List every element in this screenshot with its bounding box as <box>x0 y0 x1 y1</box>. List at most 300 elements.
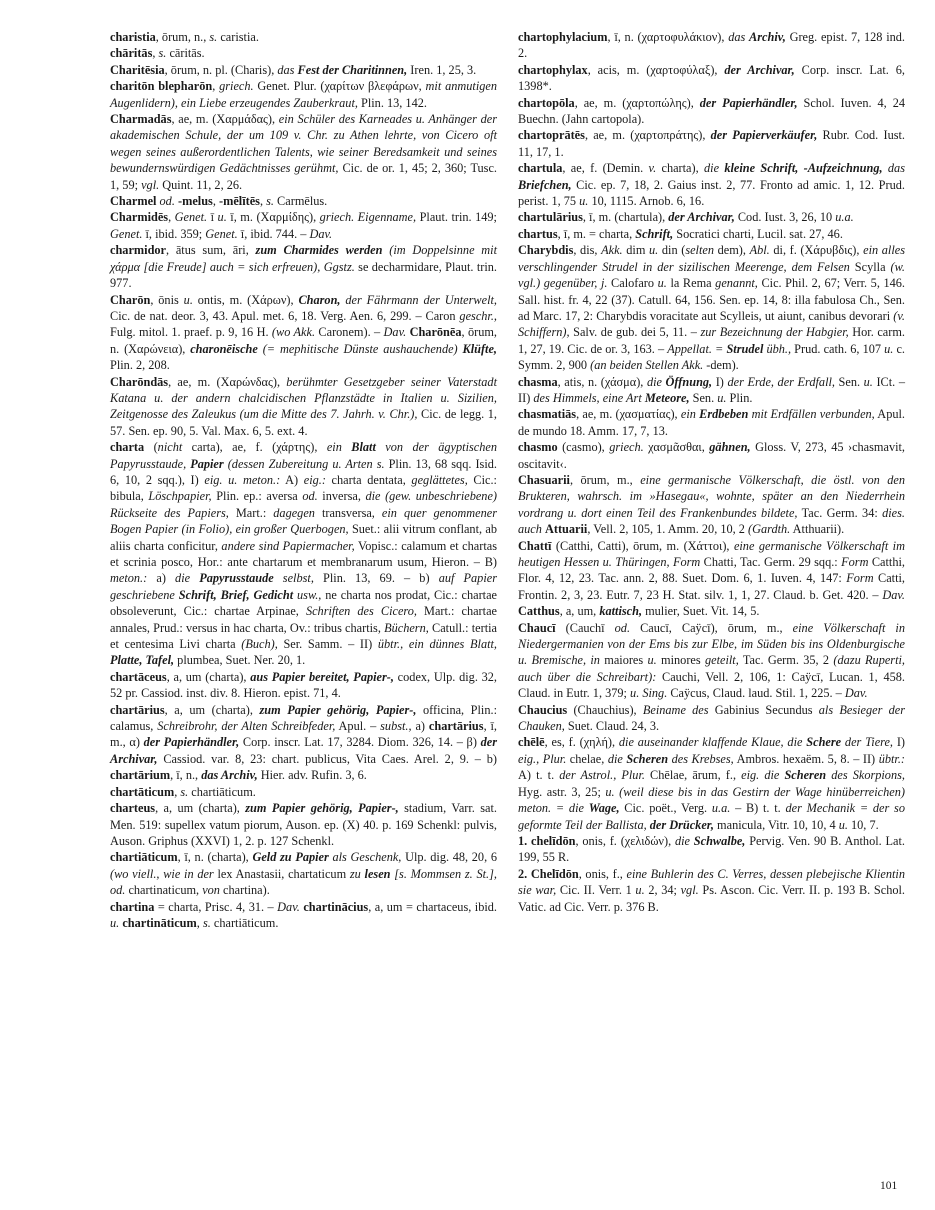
left-column <box>110 29 497 931</box>
entry-text: (Gardth. <box>748 522 791 537</box>
dictionary-entry <box>518 226 905 242</box>
entry-text: Caÿcus, Claud. laud. Stil. 1, 225. – <box>667 686 845 701</box>
entry-text: 10, 1115. Arnob. 6, 16. <box>588 194 705 209</box>
entry-text: Papyrusstaude <box>199 571 274 586</box>
entry-headword: chāritās <box>110 46 153 61</box>
entry-text: , <box>259 194 267 209</box>
entry-text: Hyg. astr. 3, 25; <box>518 784 606 799</box>
entry-text: Cauchi, Vell. 2, 106, 1: Caÿcī, Lucan. 1, 458. Claud. in Eutr. 1, 379; <box>518 669 905 701</box>
entry-text: dem), <box>714 243 750 258</box>
entry-text: griech. <box>609 440 644 455</box>
dictionary-entry <box>518 209 905 225</box>
entry-text: Tac. Germ. 34: <box>797 505 883 520</box>
entry-text: vgl. <box>680 883 699 898</box>
entry-text: übtr., ein dünnes Blatt, <box>377 637 497 652</box>
entry-text: Socratici charti, Lucil. sat. 27, 46. <box>673 226 843 241</box>
entry-text: , <box>212 79 220 94</box>
dictionary-entry <box>518 160 905 209</box>
entry-text: Dav. <box>882 587 905 602</box>
entry-text: der Papierverkäufer, <box>710 128 818 143</box>
entry-text: eig., Plur. <box>518 751 567 766</box>
entry-text: Catull.: tertia et centesima Livi charta <box>110 620 497 652</box>
entry-text: eine germanische Völkerschaft im heutigen Hessen u. Thüringen, Form <box>518 538 905 569</box>
entry-text: Schrift, Brief, Gedicht <box>178 587 294 602</box>
entry-headword: chartophylax <box>518 62 588 77</box>
entry-text: -mēlītēs <box>218 194 260 209</box>
entry-text: -melus <box>177 194 213 209</box>
entry-text: Vopisc.: calamum et chartas et scrinia posco, Hor.: ante chartarum et membranarum usum, Hieron. – B) <box>110 538 497 569</box>
entry-headword: 1. chelīdōn <box>518 833 576 848</box>
entry-text: (dazu Ruperti, auch über die Schreibart): <box>518 653 905 684</box>
entry-text: minores <box>656 653 705 668</box>
entry-text: (an beiden Stellen Akk. <box>590 358 704 373</box>
entry-text: Schrift, <box>635 226 674 241</box>
entry-text: Öffnung, <box>665 374 713 389</box>
entry-text: , ī, n. (χαρτοφυλάκιον), <box>607 30 729 44</box>
entry-headword: chartāticum <box>110 784 175 799</box>
dictionary-entry <box>110 209 497 242</box>
entry-text: der Drücker, <box>649 817 714 832</box>
entry-text: Cod. Iust. 3, 26, 10 <box>734 210 836 225</box>
dictionary-entry <box>518 734 905 832</box>
entry-text: , ae, m. (Χαρώνδας), <box>168 374 287 389</box>
entry-text: Form <box>841 555 869 569</box>
entry-text: carta), ae, f. (χάρτης), <box>182 440 327 455</box>
entry-text: als Geschenk, <box>328 850 402 865</box>
entry-text: ein alles verschlingender Strudel in der sizilischen Meerenge, dem Felsen <box>518 243 905 274</box>
entry-text: Apul. – <box>335 719 381 734</box>
entry-text: Dav. <box>277 899 300 914</box>
entry-text: Corp. inscr. Lat. 17, 3284. Diom. 326, 14. – β) <box>239 735 481 750</box>
entry-text: chartiāticum. <box>210 915 279 930</box>
entry-headword: chēlē <box>518 735 545 750</box>
entry-text: chartiāticum. <box>188 784 256 799</box>
entry-text: Attuarii <box>544 522 588 537</box>
entry-text: Schwalbe, <box>693 833 746 848</box>
entry-text: der Mechanik = der so geformte Teil der Ballista, <box>518 801 905 832</box>
entry-text: A) t. t. <box>518 768 560 783</box>
dictionary-entry <box>518 472 905 538</box>
entry-text: , ātus sum, āri, <box>166 243 256 258</box>
entry-text: griech. Eigenname, <box>319 210 417 225</box>
entry-text: -dem). <box>703 358 739 373</box>
entry-text: Plin. 13, 68 sqq. Isid. 6, 10, 2 sqq.), I) <box>110 456 497 487</box>
page-number: 101 <box>880 1180 898 1192</box>
entry-text: ein Schüler des Karneades u. Anhänger der akademischen Schule, der um 109 v. Chr. zu Athen lehrte, von Cicero oft wegen seines außerordentlichen Talents, wie seiner Beredsamkeit und seines bewundernswürdigen Gedächtnisses gerühmt, <box>110 112 497 176</box>
entry-text: I) <box>712 374 728 389</box>
entry-text: eig.: <box>303 472 326 487</box>
entry-text: χασμᾶσθαι, <box>643 440 710 455</box>
entry-text: Geld zu Papier <box>252 850 329 865</box>
entry-text: Plin. 2, 208. <box>110 358 170 373</box>
entry-text: berühmter Gesetzgeber seiner Vaterstadt Katana u. der andern chalcidischen Pflanzstädte in Italien u. Sizilien, Zeitgenosse des Zaleukus (um die Mitte des 7. Jahrh. v. Chr.), <box>110 374 497 422</box>
entry-text: , es, f. (χηλή), <box>544 735 619 750</box>
entry-text: Corp. inscr. Lat. 6, 1398*. <box>518 62 905 94</box>
entry-headword: chasmatiās <box>518 407 577 422</box>
dictionary-entry <box>518 242 905 373</box>
entry-text: u. <box>217 210 227 225</box>
entry-text: , onis, f. (χελιδών), <box>575 833 675 848</box>
entry-text: Abl. <box>749 243 770 258</box>
entry-text: (Cauchī <box>555 620 615 635</box>
entry-headword: chartāceus <box>110 669 167 684</box>
entry-text: dies. auch <box>518 505 905 537</box>
entry-text: u. <box>649 243 659 258</box>
entry-text: genannt, <box>715 276 758 291</box>
entry-text: zur Bezeichnung der Habgier, <box>700 325 849 340</box>
entry-text: la Rema <box>666 276 716 291</box>
dictionary-entry <box>518 702 905 735</box>
entry-text: zum Papier gehörig, Papier-, <box>259 702 417 717</box>
entry-headword: Chattī <box>518 538 552 553</box>
entry-text: Schreibrohr, der Alten Schreibfeder, <box>157 719 336 734</box>
entry-text: selbst, <box>273 571 314 586</box>
entry-text: mit Erdfällen verbunden, <box>748 407 875 422</box>
entry-text: Sen. <box>689 390 718 405</box>
entry-text: der Fährmann der Unterwelt, <box>340 292 497 307</box>
entry-text: Tac. Germ. 35, 2 <box>738 653 834 668</box>
entry-text: Catthi, Flor. 4, 12, 23. Tac. ann. 2, 88. Suet. Dom. 6, 1. Iuven. 4, 147: <box>518 555 905 586</box>
entry-text: Scylla <box>849 259 891 274</box>
entry-text: , ī, n., <box>170 768 202 783</box>
entry-text: geschr., <box>459 308 497 323</box>
entry-text: von der ägyptischen Papyrusstaude, <box>110 440 497 471</box>
entry-text: Dav. <box>383 325 407 340</box>
entry-text: charonēische <box>190 341 258 356</box>
entry-headword: Charōn <box>110 292 151 307</box>
dictionary-entry <box>518 406 905 439</box>
entry-text: , ōnis <box>150 292 184 307</box>
entry-text: chartināticum <box>122 915 197 930</box>
entry-text: Papier <box>190 456 224 471</box>
entry-text: u. <box>884 341 894 356</box>
entry-text: subst., <box>380 719 412 734</box>
entry-text: [s. Mommsen z. St.], od. <box>110 866 497 898</box>
entry-text: Plaut. trin. 149; <box>416 210 497 225</box>
entry-text: Catti, Frontin. 2, 3, 23. Eutr. 7, 23 H. Stat. silv. 1, 1, 27. Claud. b. Get. 420. – <box>518 571 906 602</box>
dictionary-entry <box>110 669 497 702</box>
dictionary-entry <box>518 95 905 128</box>
entry-text: Carmēlus. <box>273 194 328 209</box>
entry-text: s. <box>266 194 274 209</box>
entry-text: , ae, m. (χασματίας), <box>576 407 681 422</box>
entry-text: selten <box>685 243 714 258</box>
entry-text: ( <box>144 440 158 455</box>
entry-text: Fest der Charitinnen, <box>297 62 408 77</box>
entry-text: Genet. <box>110 226 143 241</box>
entry-text: die auseinander klaffende Klaue, die <box>618 735 807 750</box>
entry-text: griech. <box>219 79 254 94</box>
entry-text: , a, um = chartaceus, ibid. <box>368 899 497 914</box>
entry-text: u. (weil diese bis in das Gestirn der Wage hinüberreichen) meton. = die <box>518 784 905 816</box>
entry-text: , ōrum, m., <box>569 472 641 487</box>
entry-text: Büchern, <box>384 620 429 635</box>
entry-text: Salv. de gub. dei 5, 11. – <box>569 325 701 340</box>
entry-text: Plin. 13, 69. – b) <box>313 571 439 586</box>
entry-text: u. <box>647 653 657 668</box>
dictionary-entry <box>110 242 497 291</box>
entry-text: I) <box>893 735 906 750</box>
entry-text: dagegen <box>273 505 315 520</box>
entry-text: das Archiv, <box>201 768 258 783</box>
entry-text: das <box>277 62 298 77</box>
entry-text: mit anmutigen Augenlidern), ein Liebe erzeugendes Zauberkraut, <box>110 79 497 110</box>
dictionary-entry <box>110 702 497 784</box>
entry-text: officina, Plin.: calamus, <box>110 702 497 734</box>
entry-text: meton.: <box>110 571 148 586</box>
entry-headword: chartophylacium <box>518 30 608 44</box>
dictionary-entry <box>518 620 905 702</box>
entry-text: Calofaro <box>607 276 658 291</box>
entry-text: die <box>704 161 725 176</box>
entry-text: A) <box>280 472 304 487</box>
entry-text: di, f. (Χάρυβδις), <box>769 243 864 258</box>
entry-text: od. <box>614 620 631 635</box>
entry-text: Cic.: bibula, <box>110 472 497 504</box>
entry-text: , ī, m., α) <box>110 719 498 750</box>
entry-text: Ser. Samm. – II) <box>277 637 378 652</box>
entry-text: die <box>674 833 694 848</box>
entry-text: , acis, m. (χαρτοφύλαξ), <box>587 62 725 77</box>
entry-text: = charta, Prisc. 4, 31. – <box>154 899 278 914</box>
entry-text: gähnen, <box>709 440 751 455</box>
dictionary-entry <box>110 849 497 898</box>
entry-text: od. <box>159 194 175 209</box>
entry-text: der Archivar, <box>668 210 735 225</box>
entry-text: kattisch, <box>599 604 643 619</box>
entry-text: eig. u. meton.: <box>204 472 281 487</box>
entry-headword: Charmel <box>110 194 157 209</box>
entry-headword: 2. Chelīdōn <box>518 866 579 881</box>
entry-text: ī <box>207 210 218 225</box>
entry-text: von <box>202 883 220 898</box>
entry-text: ī, m. (Χαρμίδης), <box>226 210 320 225</box>
entry-text: Atthuarii). <box>790 522 845 537</box>
dictionary-entry <box>110 784 497 800</box>
entry-headword: Charmadās <box>110 112 172 127</box>
right-column <box>518 29 905 915</box>
entry-text: Dav. <box>844 686 868 701</box>
entry-text: zum Papier gehörig, Papier-, <box>245 801 399 816</box>
entry-text: c. Symm. 2, 900 <box>518 341 905 373</box>
entry-text: Beiname des <box>642 702 709 717</box>
entry-text: , ae, m. (χαρτοπώλης), <box>574 95 700 110</box>
entry-text: Pervig. Ven. 90 B. Anthol. Lat. 199, 55 R. <box>518 833 905 865</box>
entry-text: Genet. Plur. (χαρίτων βλεφάρων, <box>253 79 426 94</box>
entry-text: eine germanische Völkerschaft, die östl. von den Brukteren, wahrsch. im »Hasegau«, wohnte, später an den Niederrhein vordrang u. dort einen Teil des Frankenbundes bildete, <box>518 472 905 520</box>
entry-text: , ī, m. = charta, <box>557 226 636 241</box>
entry-text: Cic. Phil. 2, 67; Verr. 5, 146. Sall. hist. fr. 4, 22 (37). Catull. 64, 156. Sen. ep. 14, 8: illa fabulosa Ch., Sen. ad Marc. 17, 2: Charybdis voracitate aut Scylleis, ut aiunt, canibus devorari <box>518 276 905 323</box>
entry-text: Cic. de or. 1, 45; 2, 360; Tusc. 1, 59; <box>110 161 497 192</box>
entry-text: maiores <box>599 653 648 668</box>
entry-text: Rubr. Cod. Iust. 11, 17, 1. <box>518 128 905 159</box>
entry-text: des Krebses, <box>668 751 734 766</box>
entry-text: u. <box>657 276 667 291</box>
entry-text: Cic. ep. 7, 18, 2. Gaius inst. 2, 77. Fronto ad amic. 1, 12. Prud. perist. 1, 75 <box>518 177 905 209</box>
entry-text: mulier, Suet. Vit. 14, 5. <box>642 604 760 619</box>
entry-text: , Vell. 2, 105, 1. Amm. 20, 10, 2 <box>587 522 749 537</box>
entry-text: , <box>196 915 203 930</box>
entry-headword: chartopōla <box>518 95 575 110</box>
dictionary-entry <box>518 866 905 915</box>
entry-text: u.a. <box>835 210 854 225</box>
entry-headword: Charmidēs <box>110 210 169 225</box>
entry-text: Schol. Iuven. 4, 24 Buechn. (Jahn cartopola). <box>518 95 905 127</box>
entry-text: des Himmels, eine Art <box>533 390 645 405</box>
entry-text: (w. vgl.) gegenüber, j. <box>518 259 905 291</box>
entry-text: der Archivar, <box>724 62 795 77</box>
entry-headword: Charybdis <box>518 243 574 258</box>
entry-text: Scheren <box>626 751 669 766</box>
dictionary-entry <box>110 193 497 209</box>
entry-text: der Astrol., Plur. <box>559 768 645 783</box>
entry-text: Scheren <box>784 768 827 783</box>
entry-headword: Chaucius <box>518 702 568 717</box>
entry-text: chartinaticum, <box>125 883 203 898</box>
entry-text: eig. die <box>741 768 785 783</box>
entry-headword: chartus <box>518 226 558 241</box>
entry-text: , <box>212 194 219 209</box>
entry-text: a) <box>411 719 429 734</box>
entry-text: Ambros. hexaëm. 5, 8. – II) <box>733 751 879 766</box>
entry-text: Cic. de legg. 1, 57. Sen. ep. 90, 5. Val. Max. 6, 5. ext. 4. <box>110 407 497 438</box>
entry-text: , atis, n. (χάσμα), <box>557 374 647 389</box>
entry-text: , ae, m. (χαρτοπράτης), <box>584 128 711 143</box>
entry-headword: chasma <box>518 374 558 389</box>
entry-text: transversa, <box>314 505 382 520</box>
entry-text: der Tiere, <box>841 735 894 750</box>
entry-text: , a, um (charta), <box>166 669 251 684</box>
entry-text: Löschpapier, <box>148 489 212 504</box>
entry-text: (casmo), <box>557 440 610 455</box>
entry-text: der Archivar, <box>110 735 497 766</box>
entry-text: , ōrum, n. pl. (Charis), <box>164 62 278 77</box>
entry-text: stadium, Varr. sat. Men. 519: supellex vatum piorum, Auson. ep. (X) 40. p. 169 Schenkl: pulvis, Auson. Griphus (XXVI) 1, 2. p. 127 Schenkl. <box>110 801 497 848</box>
entry-text: des Skorpions, <box>826 768 905 783</box>
entry-text: Apul. de mundo 18. Amm. 17, 7, 13. <box>518 407 905 438</box>
dictionary-entry <box>110 899 497 932</box>
entry-headword: chasmo <box>518 440 558 455</box>
entry-text: Cic. poët., Verg. <box>619 801 712 816</box>
entry-text: kleine Schrift, -Aufzeichnung, <box>724 161 883 176</box>
entry-text: Ulp. dig. 48, 20, 6 <box>401 850 497 865</box>
entry-text: ī, ibid. 744. – <box>237 226 310 241</box>
entry-text: ein <box>680 407 700 422</box>
entry-headword: chartina <box>110 899 155 914</box>
entry-text: chartārius <box>428 719 484 734</box>
entry-text: Quint. 11, 2, 26. <box>159 177 243 192</box>
entry-text: u. <box>110 915 120 930</box>
dictionary-entry <box>518 833 905 866</box>
entry-text: Ps. Ascon. Cic. Verr. II. p. 193 B. Schol. Vatic. ad Cic. Verr. p. 376 B. <box>518 883 905 914</box>
entry-text: Plin. ep.: aversa <box>211 489 303 504</box>
entry-text: lesen <box>364 866 391 881</box>
dictionary-entry <box>518 29 905 62</box>
entry-text: Prud. cath. 6, 107 <box>791 341 885 356</box>
entry-text: die (gew. unbeschriebene) Rückseite des Papiers, <box>110 489 498 520</box>
entry-text: der Papierhändler, <box>143 735 240 750</box>
entry-text: u. <box>579 194 589 209</box>
entry-text: der Papierhändler, <box>699 95 798 110</box>
entry-text: Charōnēa <box>409 325 462 340</box>
entry-text: (wo viell., wie in der <box>110 866 214 881</box>
entry-headword: charistia <box>110 30 156 44</box>
entry-text: die <box>607 751 627 766</box>
entry-text: cāritās. <box>166 46 205 61</box>
entry-text: u. <box>183 292 193 307</box>
entry-text: nicht <box>157 440 183 455</box>
entry-text: , <box>152 46 159 61</box>
entry-text: zu <box>349 866 365 881</box>
entry-text: Cic. de nat. deor. 3, 43. Apul. met. 6, 18. Verg. Aen. 6, 299. – Caron <box>110 308 460 323</box>
entry-text: Caucī, Caÿcī), ōrum, m., <box>630 620 793 635</box>
dictionary-entry <box>110 29 497 45</box>
entry-text: (wo Akk. <box>271 325 316 340</box>
entry-text: Fulg. mitol. 1. praef. p. 9, 16 H. <box>110 325 272 340</box>
entry-text: Gabinius Secundus <box>708 702 819 717</box>
entry-text: andere sind Papiermacher, <box>221 538 355 553</box>
entry-headword: charta <box>110 440 145 455</box>
dictionary-entry <box>110 45 497 61</box>
entry-text: u. <box>635 883 645 898</box>
entry-text: ICt. – II) <box>518 374 905 405</box>
entry-text: s. <box>158 46 167 61</box>
entry-text: , a, um (charta), <box>164 702 260 717</box>
entry-text: s. <box>202 915 211 930</box>
entry-text: als Besieger der Chauken, <box>518 702 905 734</box>
entry-text: (= mephitische Dünste aushauchende) <box>257 341 463 356</box>
entry-text: , dis, <box>573 243 602 258</box>
entry-text: ne charta nos prodat, Cic.: chartae obsoleverunt, Cic.: chartae Arpinae, <box>110 587 497 619</box>
entry-text: , ī, m. (chartula), <box>582 210 669 225</box>
entry-text: manicula, Vitr. 10, 10, 4 <box>713 817 839 832</box>
entry-text: Chatti, Tac. Germ. 29 sqq.: <box>700 555 842 569</box>
entry-text: Wage, <box>588 801 620 816</box>
entry-text: codex, Ulp. dig. 32, 52 pr. Cassiod. inst. div. 8. Hieron. epist. 71, 4. <box>110 669 497 701</box>
entry-text: dim <box>622 243 650 258</box>
entry-text: caristia. <box>217 30 259 44</box>
entry-text: ein <box>326 440 352 455</box>
entry-text: (Chauchius), <box>567 702 643 717</box>
entry-text: chartinācius <box>303 899 369 914</box>
entry-headword: charitōn blepharōn <box>110 79 213 94</box>
entry-text: das <box>728 30 750 44</box>
entry-text: u. <box>838 817 848 832</box>
entry-text: – B) t. t. <box>730 801 786 816</box>
entry-headword: chartulārius <box>518 210 583 225</box>
entry-text: a) <box>147 571 176 586</box>
dictionary-entry <box>110 292 497 374</box>
entry-text: charta), <box>656 161 705 176</box>
entry-text: 10, 7. <box>847 817 879 832</box>
entry-text: , <box>174 784 181 799</box>
entry-text: (Catthi, Catti), ōrum, m. (Χάττοι), <box>551 538 734 553</box>
entry-text: u. <box>863 374 873 389</box>
entry-text: Suet.: alii vitrum conflant, ab aliis charta conficitur, <box>110 522 497 553</box>
entry-headword: chartoprātēs <box>518 128 585 143</box>
entry-text: Plin. <box>726 390 753 405</box>
dictionary-entry <box>518 538 905 620</box>
entry-text: Dav. <box>309 226 333 241</box>
entry-text: charta dentata, <box>325 472 412 487</box>
entry-text: Caronem). – <box>315 325 384 340</box>
entry-text: Erdbeben <box>699 407 749 422</box>
entry-text: vgl. <box>141 177 160 192</box>
entry-text: u. <box>717 390 727 405</box>
entry-text: Briefchen, <box>518 177 572 192</box>
entry-text: Schriften des Cicero, <box>305 604 417 619</box>
dictionary-entry <box>518 439 905 472</box>
